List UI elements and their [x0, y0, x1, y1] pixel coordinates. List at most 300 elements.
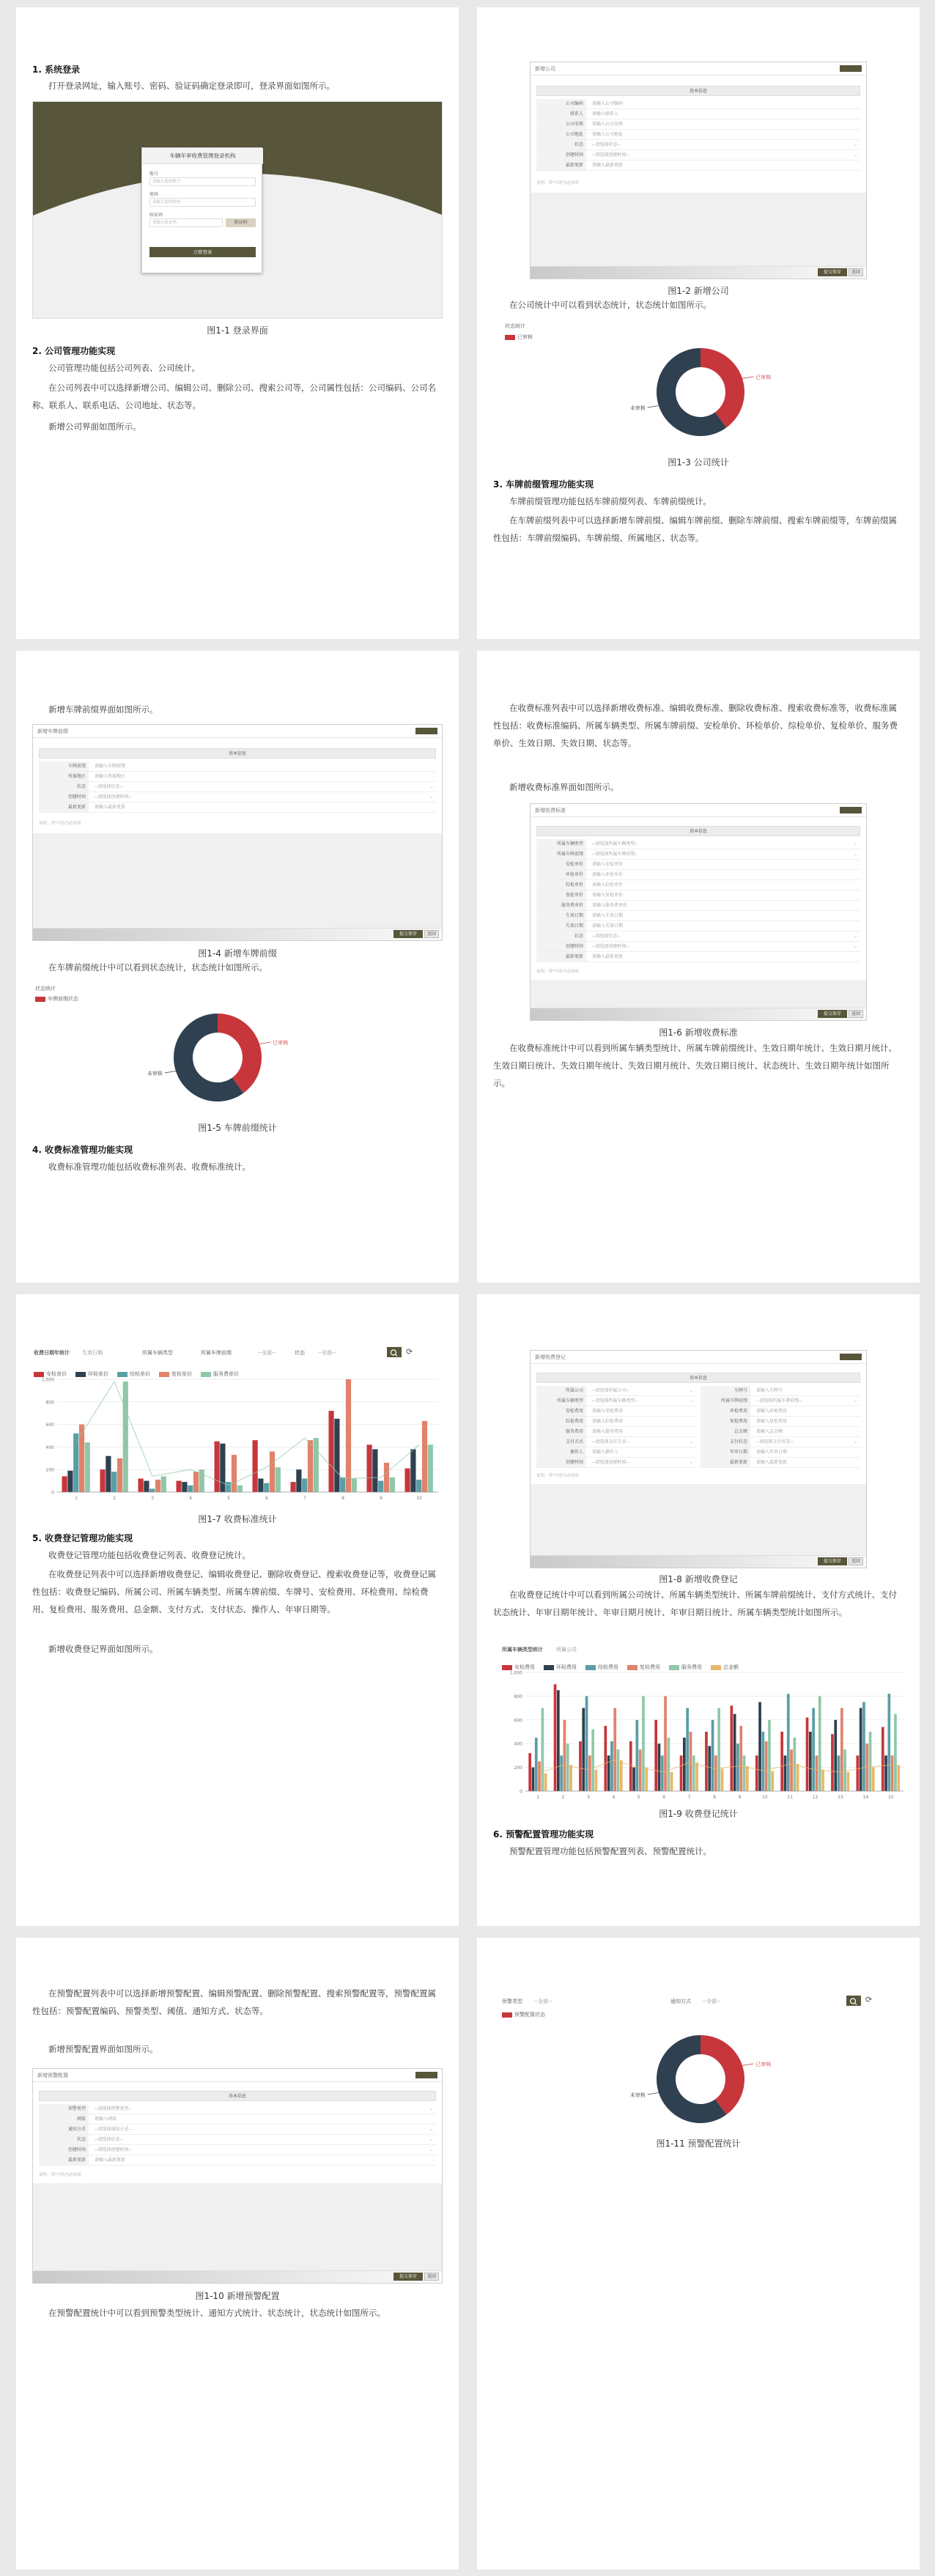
password-input[interactable]: 请输入您的密码: [149, 198, 256, 207]
search-button[interactable]: [846, 1996, 861, 2006]
field-input[interactable]: 请输入安检费用: [592, 1409, 624, 1414]
bar[interactable]: [617, 1749, 620, 1791]
bar[interactable]: [591, 1730, 594, 1791]
field-input[interactable]: --请选择支付状态--: [756, 1439, 794, 1444]
paragraph: 新增车牌前缀界面如图所示。: [48, 704, 158, 715]
form-row: [536, 130, 860, 140]
field-input[interactable]: --请选择预警类型--: [95, 2106, 132, 2111]
form-row: [39, 2155, 436, 2166]
field-label: 车牌号: [701, 1386, 750, 1395]
chevron-down-icon: ⌄: [853, 944, 857, 949]
field-input[interactable]: 请输入最新更新: [592, 163, 624, 168]
chevron-down-icon: ⌄: [853, 1439, 857, 1444]
paragraph: 预警配置管理功能包括预警配置列表、预警配置统计。: [509, 1846, 712, 1856]
field-input[interactable]: 请输入最新更新: [95, 2158, 126, 2163]
field-label: 复检单价: [536, 890, 586, 900]
paragraph: 在预警配置列表中可以选择新增预警配置、编辑预警配置、删除预警配置、搜索预警配置等，预警配置属性包括：预警配置编码、预警类型、阈值、通知方式、状态等。: [32, 1988, 436, 2016]
bar[interactable]: [270, 1452, 275, 1492]
bar[interactable]: [765, 1741, 768, 1791]
form-row: [536, 849, 860, 860]
bar[interactable]: [847, 1772, 850, 1791]
field-input[interactable]: 请输入车牌号: [756, 1388, 783, 1393]
bar[interactable]: [226, 1482, 231, 1492]
bar[interactable]: [894, 1714, 897, 1791]
field-label: 支付状态: [701, 1437, 750, 1447]
bar[interactable]: [717, 1708, 720, 1791]
section-heading: 4. 收费标准管理功能实现: [32, 1145, 133, 1155]
form-row: [39, 2125, 436, 2135]
bar[interactable]: [258, 1479, 263, 1492]
chevron-down-icon: ⌄: [429, 2137, 433, 2142]
bar[interactable]: [872, 1768, 875, 1791]
chevron-down-icon: ⌄: [429, 784, 433, 789]
filter-label: 通知方式: [670, 1999, 691, 2004]
form-row: [536, 109, 860, 119]
field-input[interactable]: 请输入生效日期: [592, 913, 624, 918]
y-tick-label: 600: [45, 1422, 54, 1428]
field-input[interactable]: --请选择所属车辆类型--: [592, 1398, 638, 1403]
form-topbar: [531, 62, 866, 75]
field-input[interactable]: --请选择创建时间--: [592, 152, 629, 158]
bar[interactable]: [692, 1755, 695, 1791]
bar[interactable]: [613, 1708, 616, 1791]
field-input[interactable]: 请输入阈值: [95, 2116, 117, 2122]
field-input[interactable]: --请选择所属车牌前缀--: [756, 1398, 802, 1403]
bar[interactable]: [636, 1720, 639, 1791]
bar[interactable]: [314, 1438, 319, 1492]
bar[interactable]: [595, 1770, 598, 1791]
bar[interactable]: [843, 1749, 846, 1791]
bar[interactable]: [117, 1458, 122, 1492]
bar[interactable]: [579, 1741, 582, 1791]
refresh-icon[interactable]: ⟳: [865, 1995, 873, 2004]
filter-3[interactable]: --全部--: [258, 1350, 276, 1356]
bar[interactable]: [712, 1720, 714, 1791]
bar[interactable]: [538, 1762, 541, 1792]
bar[interactable]: [334, 1419, 339, 1492]
topbar-button[interactable]: [840, 1354, 862, 1360]
field-input[interactable]: 请输入联系人: [592, 111, 619, 117]
field-input[interactable]: --请选择状态--: [95, 2137, 123, 2142]
bar[interactable]: [620, 1760, 623, 1791]
bar[interactable]: [410, 1449, 415, 1492]
form-row: [536, 839, 860, 849]
bar[interactable]: [585, 1696, 588, 1791]
form-row: [536, 1437, 696, 1447]
bar[interactable]: [768, 1720, 771, 1791]
paragraph: 在车牌前缀统计中可以看到状态统计，状态统计如图所示。: [48, 962, 267, 973]
bar[interactable]: [840, 1708, 843, 1791]
field-label: 最新更新: [39, 2155, 89, 2165]
bar[interactable]: [308, 1440, 313, 1492]
bar[interactable]: [582, 1708, 585, 1791]
bar[interactable]: [787, 1694, 790, 1791]
bar[interactable]: [733, 1714, 736, 1791]
field-input[interactable]: 请输入综检单价: [592, 882, 624, 887]
field-input[interactable]: 请输入最新更新: [95, 805, 126, 810]
submit-button[interactable]: 提交保存: [818, 268, 847, 276]
bar[interactable]: [384, 1463, 389, 1492]
bar[interactable]: [869, 1732, 872, 1791]
field-input[interactable]: --请选择创建时间--: [95, 2147, 132, 2152]
figure-caption: 图1-1 登录界面: [207, 325, 268, 336]
bar[interactable]: [645, 1768, 648, 1791]
doc-page-3: [16, 651, 459, 1283]
bar[interactable]: [780, 1732, 783, 1791]
bar[interactable]: [605, 1726, 607, 1791]
form-row: [536, 952, 860, 962]
field-input[interactable]: 请输入复检费用: [756, 1419, 788, 1424]
submit-button[interactable]: 提交保存: [393, 2273, 423, 2281]
form-row: [536, 921, 860, 931]
bar[interactable]: [296, 1469, 301, 1492]
bar[interactable]: [755, 1755, 758, 1791]
bar[interactable]: [784, 1755, 787, 1791]
bar[interactable]: [535, 1738, 538, 1791]
bar[interactable]: [566, 1743, 569, 1791]
field-label: 所属地区: [39, 772, 89, 781]
bar[interactable]: [264, 1483, 269, 1492]
bar[interactable]: [554, 1684, 557, 1791]
field-input[interactable]: --请选择状态--: [592, 934, 621, 939]
bar[interactable]: [680, 1755, 683, 1791]
field-label: 综检单价: [536, 880, 586, 890]
bar[interactable]: [144, 1481, 149, 1492]
field-input[interactable]: 请输入综检费用: [592, 1419, 624, 1424]
bar[interactable]: [806, 1718, 809, 1791]
bar[interactable]: [658, 1743, 661, 1791]
filter-5[interactable]: --全部--: [318, 1350, 336, 1356]
field-input[interactable]: --请选择创建时间--: [592, 944, 629, 949]
bar[interactable]: [85, 1442, 90, 1492]
bar[interactable]: [276, 1467, 281, 1492]
refresh-icon[interactable]: ⟳: [406, 1347, 413, 1357]
bar[interactable]: [177, 1481, 182, 1492]
bar[interactable]: [149, 1488, 155, 1492]
chevron-down-icon: ⌄: [853, 841, 857, 846]
legend-label: 总金额: [723, 1664, 739, 1670]
bottom-bar: [33, 928, 442, 940]
bar[interactable]: [220, 1444, 225, 1492]
captcha-image[interactable]: 验证码: [226, 218, 256, 227]
bar[interactable]: [758, 1702, 761, 1792]
bar[interactable]: [882, 1727, 884, 1791]
filter-select[interactable]: --全部--: [703, 1999, 721, 2004]
bar[interactable]: [695, 1763, 698, 1791]
form-row: [701, 1437, 860, 1447]
bar[interactable]: [821, 1770, 824, 1791]
back-button[interactable]: 返回: [424, 2273, 439, 2281]
bar[interactable]: [428, 1444, 433, 1492]
bar[interactable]: [378, 1481, 383, 1492]
section-heading: 3. 车牌前缀管理功能实现: [493, 479, 594, 490]
bar[interactable]: [632, 1768, 635, 1791]
bar[interactable]: [739, 1726, 742, 1791]
form-row: [536, 911, 860, 921]
field-input[interactable]: --请选择所属车牌前缀--: [592, 852, 638, 857]
bar[interactable]: [161, 1476, 166, 1492]
topbar-button[interactable]: [415, 728, 437, 734]
bar[interactable]: [670, 1772, 673, 1791]
field-input[interactable]: 请输入服务费单价: [592, 903, 628, 908]
bar[interactable]: [809, 1732, 812, 1791]
bar[interactable]: [897, 1765, 900, 1791]
bar[interactable]: [390, 1477, 395, 1492]
bar[interactable]: [708, 1746, 711, 1791]
bar[interactable]: [106, 1456, 111, 1492]
field-input[interactable]: 请输入最新更新: [756, 1460, 788, 1465]
bar[interactable]: [891, 1755, 894, 1791]
bar[interactable]: [664, 1696, 667, 1791]
bar[interactable]: [731, 1705, 733, 1791]
form-screenshot: [530, 62, 867, 279]
figure-caption: 图1-11 预警配置统计: [656, 2138, 741, 2149]
back-button[interactable]: 返回: [849, 1557, 863, 1565]
submit-button[interactable]: 提交保存: [818, 1557, 847, 1565]
bar-chart: [499, 1668, 909, 1804]
bar[interactable]: [79, 1425, 84, 1492]
form-row: [39, 2114, 436, 2125]
chevron-down-icon: ⌄: [853, 1398, 857, 1403]
bar[interactable]: [340, 1477, 345, 1492]
bar[interactable]: [797, 1764, 799, 1791]
field-label: 创建时间: [39, 792, 89, 802]
account-input[interactable]: 请输入您的账号: [149, 177, 256, 186]
bar[interactable]: [736, 1743, 739, 1791]
bar[interactable]: [560, 1755, 563, 1791]
bar[interactable]: [237, 1486, 243, 1492]
bar[interactable]: [610, 1741, 613, 1791]
chevron-down-icon: ⌄: [429, 794, 433, 800]
bar[interactable]: [123, 1381, 128, 1492]
form-screenshot: [32, 2068, 443, 2284]
field-input[interactable]: 请输入操作人: [592, 1450, 619, 1455]
figure-caption: 图1-7 收费标准统计: [198, 1514, 277, 1524]
back-button[interactable]: 返回: [849, 1010, 863, 1018]
back-button[interactable]: 返回: [849, 268, 863, 276]
field-label: 年审日期: [701, 1447, 750, 1457]
field-input[interactable]: 请输入所属地区: [95, 774, 126, 779]
back-button[interactable]: 返回: [424, 930, 439, 938]
field-label: 预警类型: [39, 2104, 89, 2114]
bar[interactable]: [642, 1696, 645, 1791]
search-button[interactable]: [387, 1347, 402, 1357]
field-input[interactable]: --请选择所属公司--: [592, 1388, 629, 1393]
form-topbar: [531, 804, 866, 817]
form-row: [536, 1427, 696, 1437]
bar[interactable]: [812, 1708, 815, 1791]
bar[interactable]: [67, 1471, 73, 1492]
bar[interactable]: [100, 1469, 106, 1492]
label-leader: [742, 2064, 753, 2065]
filter-1[interactable]: 所属车辆类型: [142, 1350, 173, 1356]
field-input[interactable]: --请选择状态--: [95, 784, 123, 789]
login-button[interactable]: 立即登录: [149, 247, 256, 257]
bar[interactable]: [838, 1755, 840, 1791]
field-input[interactable]: 请输入环检单价: [592, 872, 624, 877]
topbar-button[interactable]: [415, 2072, 437, 2078]
bar[interactable]: [557, 1690, 560, 1791]
bar[interactable]: [329, 1411, 334, 1492]
field-label: 所属车辆类型: [536, 839, 586, 849]
bar[interactable]: [62, 1476, 67, 1492]
field-input[interactable]: 请输入公司编码: [592, 101, 624, 106]
bar[interactable]: [372, 1449, 377, 1492]
bar[interactable]: [705, 1732, 708, 1791]
bar[interactable]: [422, 1421, 427, 1492]
bar[interactable]: [690, 1732, 692, 1791]
bar[interactable]: [714, 1755, 717, 1791]
field-input[interactable]: --请选择创建时间--: [592, 1460, 629, 1465]
pie-label: 未审核: [629, 405, 646, 412]
topbar-button[interactable]: [840, 807, 862, 813]
bar[interactable]: [199, 1469, 204, 1492]
pie-slice[interactable]: [701, 348, 744, 428]
bar[interactable]: [528, 1753, 531, 1791]
bar[interactable]: [563, 1720, 566, 1791]
field-input[interactable]: 请输入总金额: [756, 1429, 783, 1434]
bar[interactable]: [188, 1486, 193, 1492]
field-label: 最新更新: [536, 160, 586, 170]
submit-button[interactable]: 提交保存: [818, 1010, 847, 1018]
field-input[interactable]: 请输入环检费用: [756, 1409, 788, 1414]
chevron-down-icon: ⌄: [429, 2127, 433, 2132]
bar[interactable]: [182, 1482, 187, 1492]
topbar-button[interactable]: [840, 65, 862, 72]
bar[interactable]: [405, 1469, 410, 1492]
bar[interactable]: [746, 1766, 749, 1791]
field-input[interactable]: 请输入年审日期: [756, 1450, 788, 1455]
bar-chart: [31, 1375, 444, 1505]
bar[interactable]: [743, 1755, 746, 1791]
filter-select[interactable]: --全部--: [534, 1999, 552, 2004]
bar[interactable]: [138, 1479, 144, 1492]
bar[interactable]: [232, 1455, 237, 1492]
field-input[interactable]: --请选择通知方式--: [95, 2127, 132, 2132]
field-input[interactable]: --请选择所属车辆类型--: [592, 841, 638, 846]
bar[interactable]: [860, 1708, 862, 1791]
x-tick-label: 8: [341, 1496, 344, 1501]
field-input[interactable]: 请输入车牌前缀: [95, 764, 126, 769]
field-input[interactable]: 请输入公司地址: [592, 132, 624, 137]
bar[interactable]: [668, 1738, 670, 1791]
bar[interactable]: [862, 1702, 865, 1792]
field-input[interactable]: 请输入复检单价: [592, 893, 624, 898]
bottom-bar: [531, 1008, 866, 1020]
field-input[interactable]: --请选择状态--: [592, 142, 621, 147]
chevron-down-icon: ⌄: [689, 1388, 693, 1393]
field-label: 操作人: [536, 1447, 586, 1457]
y-tick-label: 1,000: [41, 1377, 54, 1383]
bar[interactable]: [857, 1755, 860, 1791]
filter-4[interactable]: 状态: [295, 1350, 305, 1356]
bar[interactable]: [888, 1694, 891, 1791]
pie-chart: [616, 337, 785, 447]
bar[interactable]: [607, 1755, 610, 1791]
bar[interactable]: [686, 1708, 689, 1791]
bar[interactable]: [569, 1765, 572, 1791]
code-input[interactable]: 请输入验证码: [149, 218, 223, 227]
paragraph: 在公司列表中可以选择新增公司、编辑公司、删除公司、搜索公司等，公司属性包括：公司编码、公司名称、联系人、联系电话、公司地址、状态等。: [32, 383, 436, 410]
bar[interactable]: [588, 1755, 591, 1791]
bar[interactable]: [816, 1755, 818, 1791]
chart-filter-bar: [31, 1346, 443, 1360]
field-input[interactable]: 请输入服务费用: [592, 1429, 624, 1434]
bar[interactable]: [111, 1472, 117, 1492]
bar[interactable]: [654, 1720, 657, 1791]
bar[interactable]: [544, 1774, 547, 1791]
paragraph: 新增预警配置界面如图所示。: [48, 2044, 158, 2054]
bar[interactable]: [416, 1480, 421, 1492]
figure-caption: 图1-2 新增公司: [668, 286, 729, 296]
form-row: [39, 761, 436, 772]
form-title: 新增车牌前缀: [37, 728, 68, 734]
pie-slice[interactable]: [218, 1014, 262, 1093]
legend-label: 车牌前缀状态: [48, 996, 78, 1002]
field-input[interactable]: 请输入失效日期: [592, 923, 624, 929]
legend-label: 已审核: [517, 334, 533, 340]
bar[interactable]: [771, 1771, 774, 1791]
bar[interactable]: [253, 1440, 258, 1492]
field-input[interactable]: 请输入安检单价: [592, 862, 624, 867]
bar[interactable]: [291, 1482, 296, 1492]
bar[interactable]: [542, 1708, 544, 1791]
bar[interactable]: [532, 1768, 535, 1791]
bar[interactable]: [818, 1696, 821, 1791]
bar[interactable]: [639, 1749, 642, 1791]
bar[interactable]: [215, 1442, 220, 1492]
pie-label: 未审核: [629, 2092, 646, 2099]
bar[interactable]: [790, 1749, 793, 1791]
y-tick-label: 200: [514, 1765, 522, 1771]
x-tick-label: 5: [637, 1795, 640, 1800]
doc-page-4: [477, 651, 920, 1283]
field-input[interactable]: 请输入公司名称: [592, 122, 624, 127]
field-input[interactable]: --请选择支付方式--: [592, 1439, 629, 1444]
bar[interactable]: [721, 1768, 724, 1791]
bar[interactable]: [302, 1479, 307, 1492]
bar[interactable]: [762, 1732, 765, 1791]
bar[interactable]: [831, 1734, 834, 1791]
bar[interactable]: [629, 1741, 632, 1791]
field-label: 环检费用: [701, 1406, 750, 1416]
form-screenshot: [530, 803, 867, 1021]
bar[interactable]: [352, 1479, 357, 1492]
form-row: [536, 880, 860, 890]
pie-chart: [616, 2024, 785, 2134]
pie-slice[interactable]: [701, 2035, 744, 2115]
bar[interactable]: [193, 1472, 199, 1492]
bar[interactable]: [884, 1755, 887, 1791]
search-icon: [846, 1996, 861, 2007]
filter-2[interactable]: 所属车牌前缀: [201, 1350, 232, 1356]
bar[interactable]: [661, 1755, 664, 1791]
x-tick-label: 9: [738, 1795, 742, 1800]
form-row: [39, 782, 436, 792]
form-row: [39, 792, 436, 802]
bar[interactable]: [346, 1379, 351, 1492]
field-input[interactable]: 请输入最新更新: [592, 954, 624, 959]
field-input[interactable]: --请选择创建时间--: [95, 794, 132, 800]
section-header: 基本信息: [39, 2091, 436, 2101]
form-row: [536, 160, 860, 171]
bar[interactable]: [834, 1720, 837, 1791]
form-row: [39, 802, 436, 813]
bar[interactable]: [367, 1444, 372, 1492]
bar[interactable]: [155, 1480, 160, 1492]
chart-title: 状态统计: [35, 986, 56, 992]
submit-button[interactable]: 提交保存: [393, 930, 423, 938]
